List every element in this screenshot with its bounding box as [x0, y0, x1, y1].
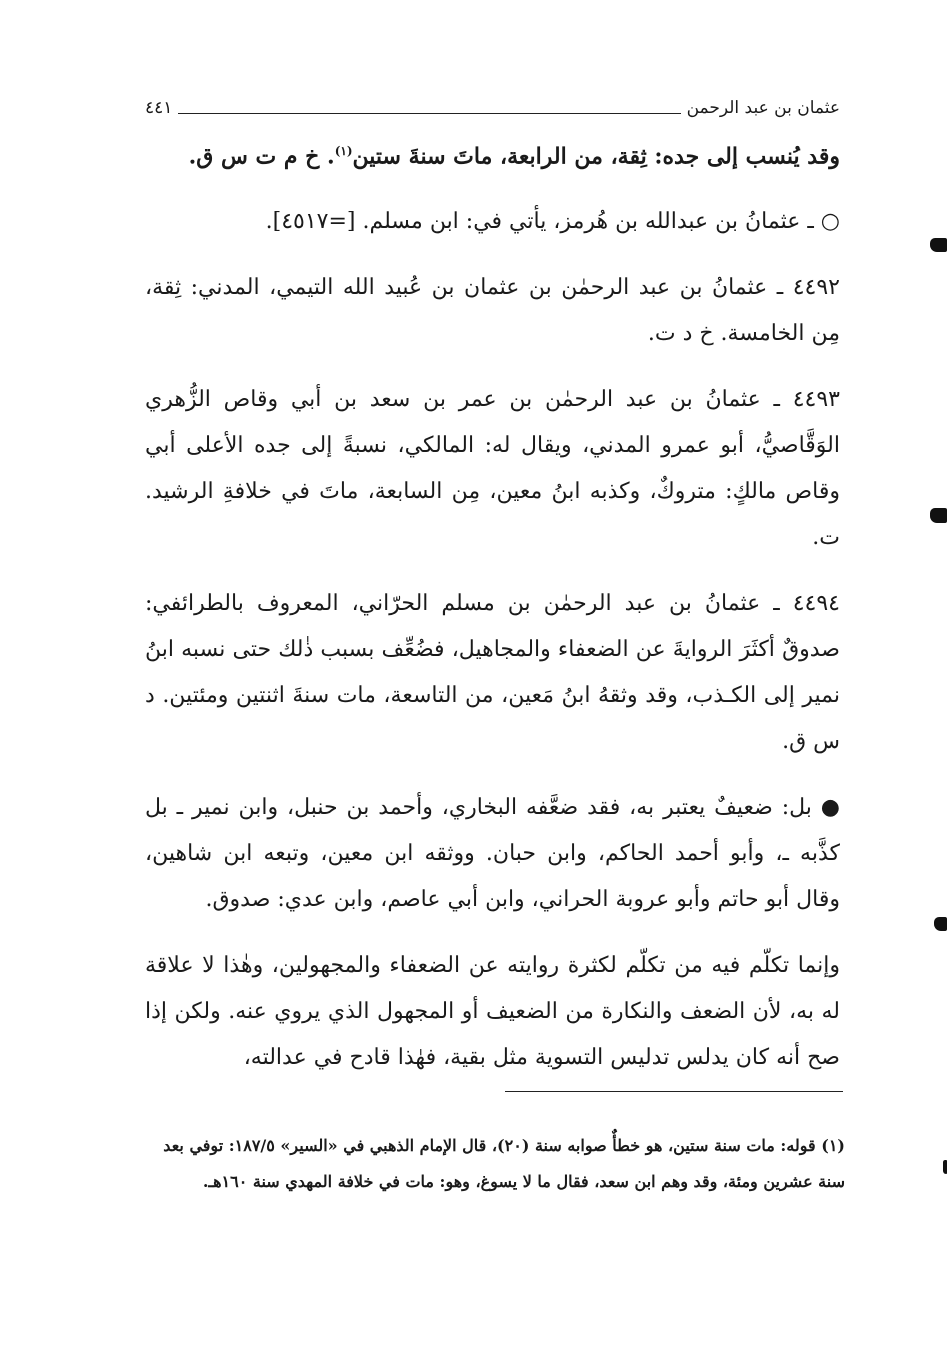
page-header: [145, 90, 840, 118]
scan-edge-mark: [930, 238, 947, 252]
scan-edge-mark: [943, 1160, 947, 1174]
entry-4492: [145, 265, 840, 357]
circle-marker-icon: ○: [820, 209, 840, 235]
scan-edge-mark: [930, 508, 947, 523]
comment-text: بل: ضعيفٌ يعتبر به، فقد ضعَّفه البخاري، وأحمد بن حنبل، وابن نمير ـ بل كذَّبه ـ، وأبو أحمد الحاكم، وابن حبان. ووثقه ابن معين، وتبعه ابن شاهين، وقال أبو حاتم وأبو عروبة الحراني، وابن أبي عاصم، وابن عدي: صدوق.: [145, 795, 840, 913]
entry-4494: [145, 581, 840, 765]
editor-comment-continued: [145, 943, 840, 1081]
page-number: ٤٤١: [145, 98, 173, 118]
entry-text: ٤٤٩٤ ـ عثمانُ بن عبد الرحمٰن بن مسلم الحرّاني، المعروف بالطرائفي: صدوقٌ أكثَرَ الروايةَ عن الضعفاء والمجاهيل، فضُعِّف بسبب ذٰلك حتى نسبه ابنُ نمير إلى الكـذب، وقد وثقهُ ابنُ مَعين، من التاسعة، مات سنةَ اثنتين ومئتين. د س ق.: [145, 591, 840, 755]
book-codes: . خ م ت س ق.: [188, 143, 335, 170]
paragraph-text: وقد يُنسب إلى جده: ثِقة، من الرابعة، ماتَ سنةَ ستين: [352, 143, 840, 170]
footnotes: [145, 1128, 845, 1200]
bullet-marker-icon: ●: [820, 795, 840, 821]
footnote-1: (١) قوله: مات سنة ستين، هو خطأٌ صوابه سنة (٢٠)، قال الإمام الذهبي في «السير» ١٨٧/٥: توفي بعد سنة عشرين ومئة، وقد وهم ابن سعد، فقال ما لا يسوغ، وهو: مات في خلافة المهدي سنة ١٦٠هـ.: [163, 1136, 845, 1191]
comment-text: وإنما تكلّم فيه من تكلّم لكثرة روايته عن الضعفاء والمجهولين، وهٰذا لا علاقة له به، لأن الضعف والنكارة من الضعيف أو المجهول الذي يروي عنه. ولكن إذا صح أنه كان يدلس تدليس التسوية مثل بقية، فهٰذا قادح في عدالته،: [145, 953, 840, 1071]
editor-comment: [145, 785, 840, 923]
footnote-separator: [505, 1091, 843, 1092]
scan-edge-mark: [934, 917, 947, 931]
entry-text: ٤٤٩٢ ـ عثمانُ بن عبد الرحمٰن بن عثمان بن عُبيد الله التيمي، المدني: ثِقة، مِن الخامسة. خ د ت.: [145, 275, 840, 347]
paragraph-continuation: [145, 128, 840, 179]
running-title: عثمان بن عبد الرحمن: [686, 98, 840, 118]
footnote-ref: (١): [334, 144, 353, 158]
entry-text: ـ عثمانُ بن عبدالله بن هُرمز، يأتي في: ابن مسلم. [=٤٥١٧].: [265, 209, 814, 235]
entry-cross-reference: [145, 199, 840, 245]
main-text: [145, 128, 840, 1081]
header-rule: [178, 113, 680, 114]
entry-4493: [145, 377, 840, 561]
entry-text: ٤٤٩٣ ـ عثمانُ بن عبد الرحمٰن بن عمر بن سعد بن أبي وقاص الزُّهري الوَقَّاصيُّ، أبو عمرو المدني، ويقال له: المالكي، نسبةً إلى جده الأعلى أبي وقاص مالكٍ: متروكٌ، وكذبه ابنُ معين، مِن السابعة، ماتَ في خلافةِ الرشيد. ت.: [145, 387, 840, 551]
